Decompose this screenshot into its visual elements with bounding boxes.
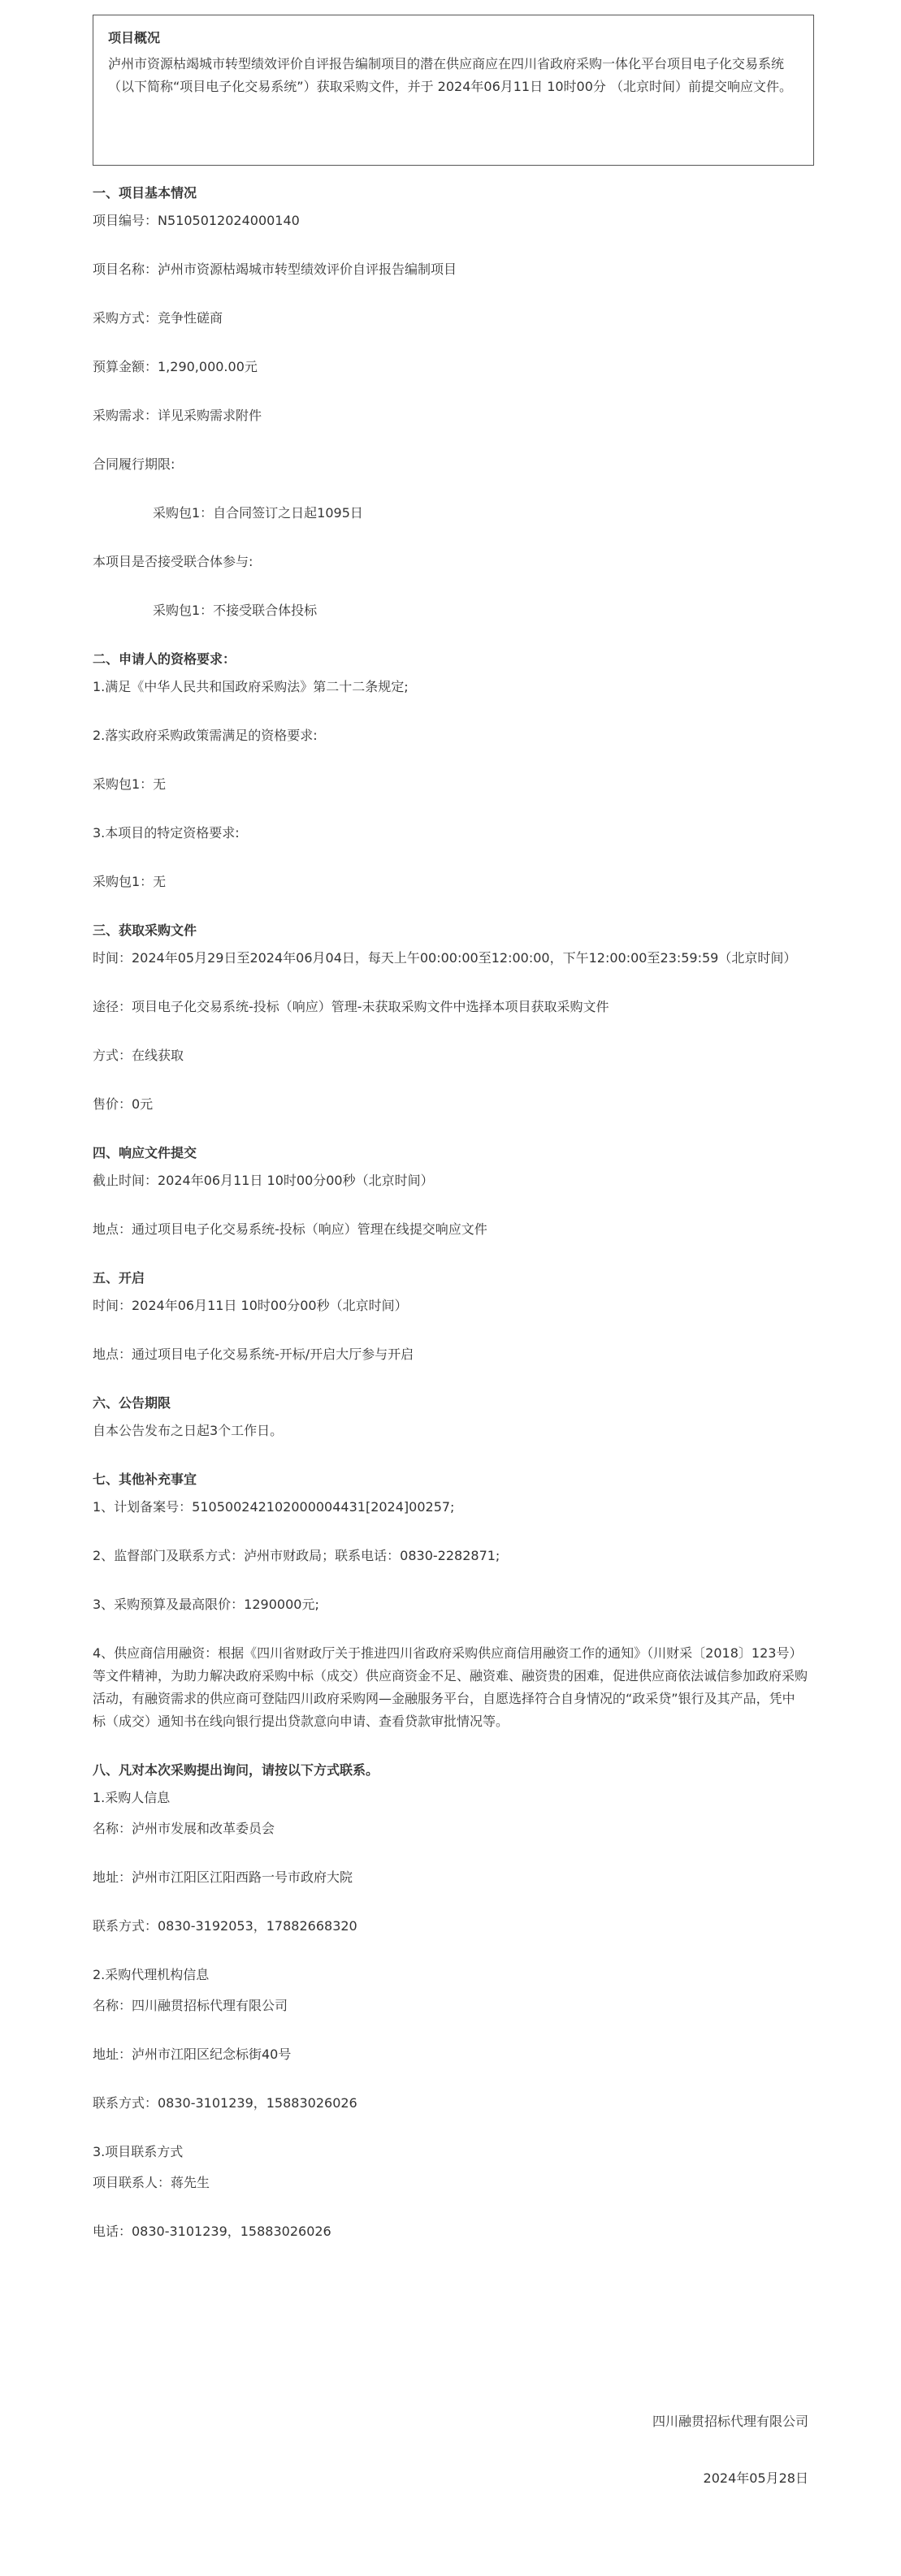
qualification-req-2: 2.落实政府采购政策需满足的资格要求: [93, 728, 318, 743]
procurement-demand: 采购需求：详见采购需求附件 [93, 408, 262, 423]
project-overview-box [93, 15, 814, 166]
agent-contact: 联系方式：0830-3101239，15883026026 [93, 2095, 357, 2111]
overview-text: 泸州市资源枯竭城市转型绩效评价自评报告编制项目的潜在供应商应在四川省政府采购一体化平台项目电子化交易系统（以下简称“项目电子化交易系统”）获取采购文件，并于 2024年06月11日 10时00分 （北京时间）前提交响应文件。 [108, 56, 792, 94]
section-heading-submission: 四、响应文件提交 [93, 1145, 197, 1160]
qualification-req-2-package: 采购包1：无 [93, 776, 167, 792]
opening-place: 地点：通过项目电子化交易系统-开标/开启大厅参与开启 [93, 1346, 414, 1362]
contract-period-package: 采购包1：自合同签订之日起1095日 [153, 505, 363, 521]
obtain-time: 时间：2024年05月29日至2024年06月04日，每天上午00:00:00至12:00:00，下午12:00:00至23:59:59（北京时间） [93, 950, 797, 966]
qualification-req-3: 3.本项目的特定资格要求: [93, 825, 240, 841]
consortium-label: 本项目是否接受联合体参与: [93, 554, 253, 569]
buyer-name: 名称：泸州市发展和改革委员会 [93, 1821, 275, 1836]
signature-date: 2024年05月28日 [703, 2470, 808, 2486]
agent-address: 地址：泸州市江阳区纪念标街40号 [93, 2047, 292, 2062]
supplementary-item-3: 3、采购预算及最高限价：1290000元; [93, 1597, 319, 1612]
project-name: 项目名称：泸州市资源枯竭城市转型绩效评价自评报告编制项目 [93, 261, 457, 277]
section-heading-qualification: 二、申请人的资格要求： [93, 651, 236, 667]
qualification-req-1: 1.满足《中华人民共和国政府采购法》第二十二条规定; [93, 679, 409, 694]
agent-info-label: 2.采购代理机构信息 [93, 1967, 210, 1982]
obtain-route: 途径：项目电子化交易系统-投标（响应）管理-未获取采购文件中选择本项目获取采购文件 [93, 999, 609, 1014]
section-heading-supplementary: 七、其他补充事宜 [93, 1472, 197, 1487]
project-number: 项目编号：N5105012024000140 [93, 213, 300, 228]
project-contact-label: 3.项目联系方式 [93, 2144, 184, 2159]
section-heading-contact: 八、凡对本次采购提出询问，请按以下方式联系。 [93, 1762, 379, 1778]
contract-period-label: 合同履行期限: [93, 456, 175, 472]
supplementary-item-1: 1、计划备案号：510500242102000004431[2024]00257; [93, 1499, 455, 1515]
consortium-package: 采购包1：不接受联合体投标 [153, 603, 318, 618]
project-contact-phone: 电话：0830-3101239，15883026026 [93, 2224, 331, 2239]
supplementary-item-2: 2、监督部门及联系方式：泸州市财政局；联系电话：0830-2282871; [93, 1548, 500, 1563]
budget-amount: 预算金额：1,290,000.00元 [93, 359, 258, 374]
supplementary-item-4: 4、供应商信用融资：根据《四川省财政厅关于推进四川省政府采购供应商信用融资工作的通知》（川财采〔2018〕123号）等文件精神，为助力解决政府采购中标（成交）供应商资金不足、融资难、融资贵的困难，促进供应商依法诚信参加政府采购活动，有融资需求的供应商可登陆四川政府采购网—金融服务平台，自愿选择符合自身情况的“政采贷”银行及其产品，凭中标（成交）通知书在线向银行提出贷款意向申请、查看贷款审批情况等。 [93, 1645, 808, 1729]
project-contact-person: 项目联系人：蒋先生 [93, 2175, 210, 2190]
notice-period-text: 自本公告发布之日起3个工作日。 [93, 1423, 284, 1438]
submission-place: 地点：通过项目电子化交易系统-投标（响应）管理在线提交响应文件 [93, 1221, 487, 1237]
section-heading-notice-period: 六、公告期限 [93, 1395, 171, 1411]
obtain-price: 售价：0元 [93, 1096, 154, 1112]
overview-title: 项目概况 [108, 30, 161, 45]
section-heading-opening: 五、开启 [93, 1270, 145, 1286]
procurement-method: 采购方式：竞争性磋商 [93, 310, 223, 326]
obtain-way: 方式：在线获取 [93, 1048, 184, 1063]
agent-name: 名称：四川融贯招标代理有限公司 [93, 1998, 288, 2013]
section-heading-basic-info: 一、项目基本情况 [93, 185, 197, 201]
announcement-body [93, 171, 808, 2269]
qualification-req-3-package: 采购包1：无 [93, 874, 167, 889]
buyer-contact: 联系方式：0830-3192053，17882668320 [93, 1918, 357, 1934]
section-heading-obtain-docs: 三、获取采购文件 [93, 923, 197, 938]
submission-deadline: 截止时间：2024年06月11日 10时00分00秒（北京时间） [93, 1173, 434, 1188]
buyer-address: 地址：泸州市江阳区江阳西路一号市政府大院 [93, 1869, 353, 1885]
opening-time: 时间：2024年06月11日 10时00分00秒（北京时间） [93, 1298, 408, 1313]
signature-org: 四川融贯招标代理有限公司 [652, 2414, 808, 2429]
buyer-info-label: 1.采购人信息 [93, 1790, 171, 1805]
